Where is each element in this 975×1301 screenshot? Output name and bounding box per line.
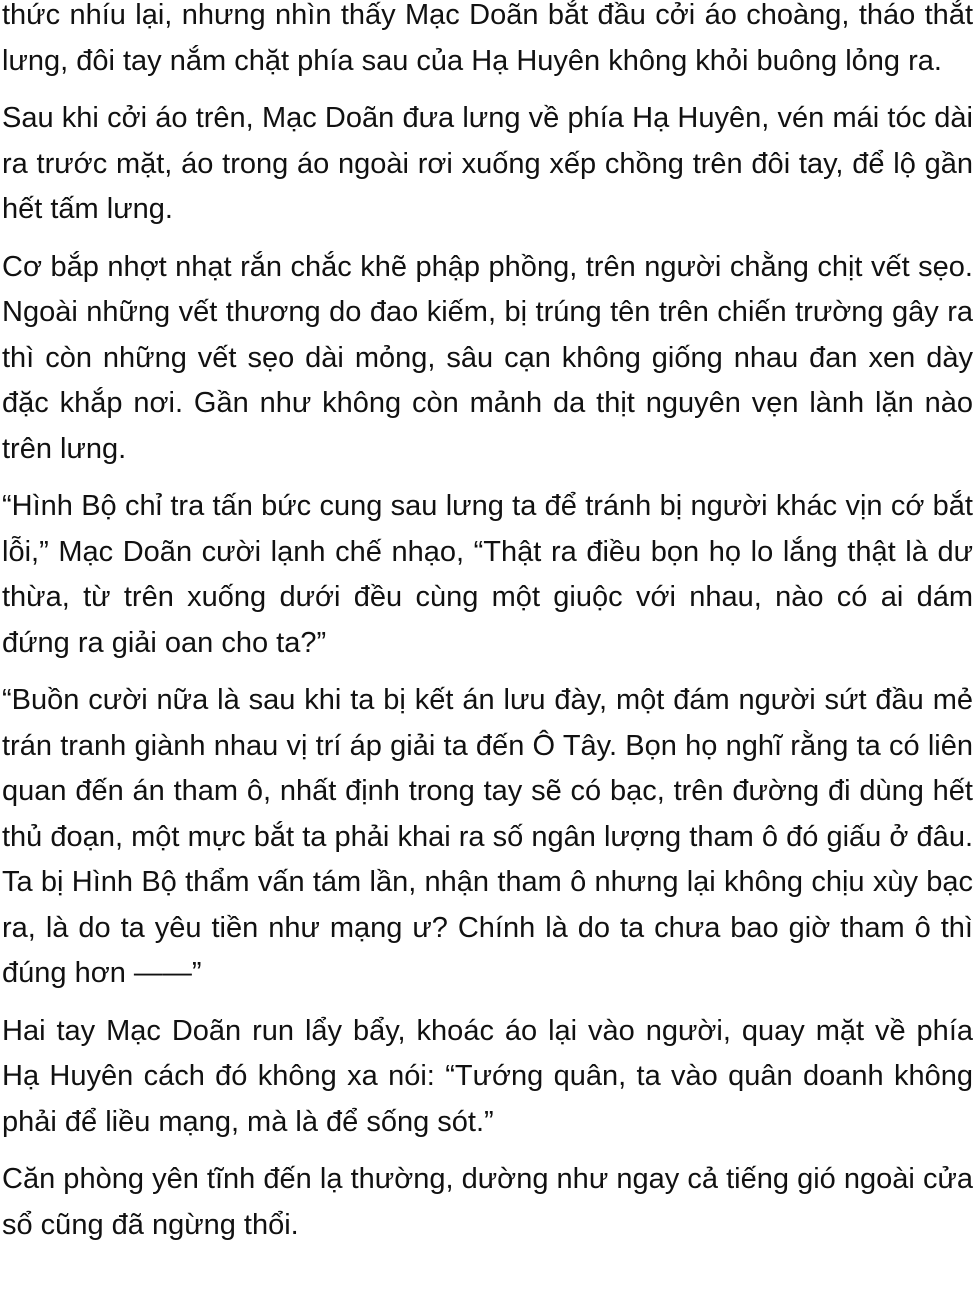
paragraph-4: “Hình Bộ chỉ tra tấn bức cung sau lưng ta để tránh bị người khác vịn cớ bắt lỗi,” Mạc Doãn cười lạnh chế nhạo, “Thật ra điều bọn họ lo lắng thật là dư thừa, từ trên xuống dưới đều cùng một giuộc với nhau, nào có ai dám đứng ra giải oan cho ta?” — [2, 490, 973, 659]
paragraph-7: Căn phòng yên tĩnh đến lạ thường, dường như ngay cả tiếng gió ngoài cửa sổ cũng đã ngừng thổi. — [2, 1163, 973, 1241]
paragraph-2: Sau khi cởi áo trên, Mạc Doãn đưa lưng về phía Hạ Huyên, vén mái tóc dài ra trước mặt, áo trong áo ngoài rơi xuống xếp chồng trên đôi tay, để lộ gần hết tấm lưng. — [2, 102, 973, 225]
paragraph-5: “Buồn cười nữa là sau khi ta bị kết án lưu đày, một đám người sứt đầu mẻ trán tranh giành nhau vị trí áp giải ta đến Ô Tây. Bọn họ nghĩ rằng ta có liên quan đến án tham ô, nhất định trong tay sẽ có bạc, trên đường đi dùng hết thủ đoạn, một mực bắt ta phải khai ra số ngân lượng tham ô đó giấu ở đâu. Ta bị Hình Bộ thẩm vấn tám lần, nhận tham ô nhưng lại không chịu xùy bạc ra, là do ta yêu tiền như mạng ư? Chính là do ta chưa bao giờ tham ô thì đúng hơn ——” — [2, 684, 973, 989]
paragraph-1: thức nhíu lại, nhưng nhìn thấy Mạc Doãn bắt đầu cởi áo choàng, tháo thắt lưng, đôi tay nắm chặt phía sau của Hạ Huyên không khỏi buông lỏng ra. — [2, 0, 973, 77]
paragraph-3: Cơ bắp nhợt nhạt rắn chắc khẽ phập phồng, trên người chằng chịt vết sẹo. Ngoài những vết thương do đao kiếm, bị trúng tên trên chiến trường gây ra thì còn những vết sẹo dài mỏng, sâu cạn không giống nhau đan xen dày đặc khắp nơi. Gần như không còn mảnh da thịt nguyên vẹn lành lặn nào trên lưng. — [2, 250, 973, 465]
paragraph-6: Hai tay Mạc Doãn run lẩy bẩy, khoác áo lại vào người, quay mặt về phía Hạ Huyên cách đó không xa nói: “Tướng quân, ta vào quân doanh không phải để liều mạng, mà là để sống sót.” — [2, 1014, 973, 1138]
